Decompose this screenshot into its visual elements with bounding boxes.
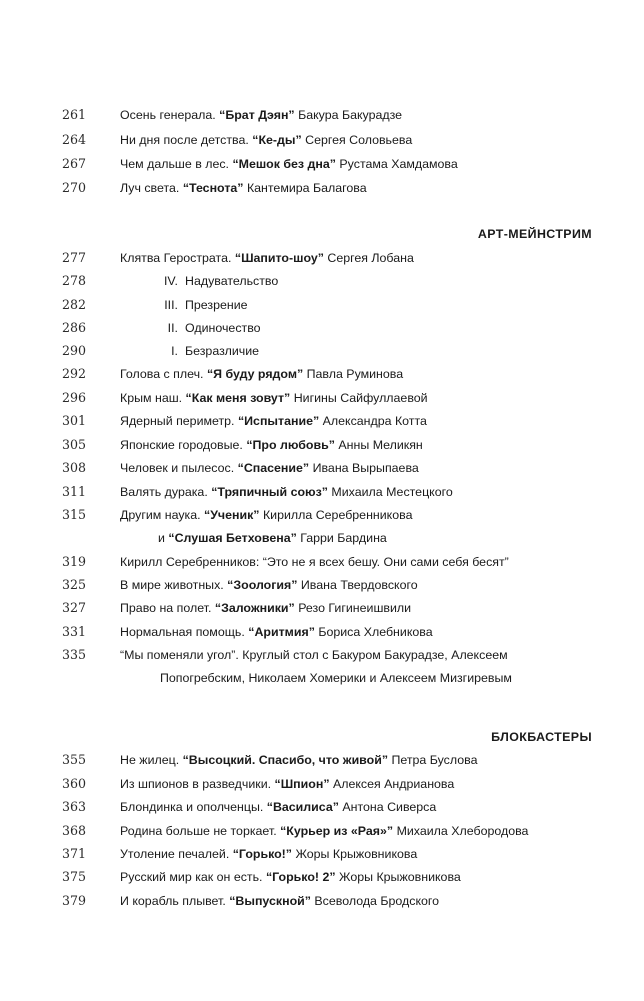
entry-author: Нигины Сайфуллаевой [293,391,428,405]
page-number: 267 [62,156,87,171]
film-title: “Брат Дэян” [219,108,295,122]
entry-text: Кирилл Серебренников: “Это не я всех бешу. Они сами себя бесят” [120,555,509,569]
film-title: “Ке-ды” [252,133,302,147]
film-title: “Шпион” [274,777,330,791]
toc-entry [0,504,644,526]
part-label: Надувательство [185,274,279,288]
page-number: 308 [62,460,87,475]
entry-author: Всеволода Бродского [314,894,440,908]
page-number: 331 [62,624,87,639]
page-number: 371 [62,846,87,861]
film-title: “Заложники” [214,601,295,615]
page-number: 301 [62,413,87,428]
entry-lead: Другим наука. [120,508,201,522]
page-number: 286 [62,320,87,335]
toc-subentry [0,317,644,339]
roman-numeral: I. [171,344,178,358]
toc-entry-continuation [0,667,644,689]
entry-lead: Русский мир как он есть. [120,870,263,884]
entry-author: Алексея Андрианова [332,777,455,791]
page-number: 290 [62,343,87,358]
film-title: “Спасение” [237,461,310,475]
roman-numeral: II. [167,321,178,335]
section-heading-blockbusters: БЛОКБАСТЕРЫ [491,730,592,744]
entry-lead: Блондинка и ополченцы. [120,800,264,814]
roman-numeral: IV. [163,274,178,288]
page-number: 360 [62,776,87,791]
page-number: 368 [62,823,87,838]
entry-lead: Ни дня после детства. [120,133,249,147]
page-number: 282 [62,297,87,312]
film-title: “Курьер из «Рая»” [280,824,394,838]
entry-lead: Чем дальше в лес. [120,157,229,171]
page-number: 305 [62,437,87,452]
toc-entry [0,177,644,199]
page-number: 296 [62,390,87,405]
film-title: “Горько!” [232,847,293,861]
entry-lead: Клятва Герострата. [120,251,232,265]
toc-entry [0,410,644,432]
entry-lead: Луч света. [120,181,180,195]
entry-author: Ивана Вырыпаева [312,461,419,475]
toc-subentry [0,340,644,362]
toc-entry [0,890,644,912]
entry-author: Сергея Соловьева [305,133,413,147]
page-number: 363 [62,799,87,814]
entry-lead: Крым наш. [120,391,183,405]
page-number: 270 [62,180,87,195]
entry-author: Гарри Бардина [300,531,387,545]
page-number: 278 [62,273,87,288]
page-number: 264 [62,132,87,147]
toc-entry [0,820,644,842]
toc-entry [0,597,644,619]
film-title: “Горько! 2” [265,870,336,884]
film-title: “Про любовь” [246,438,335,452]
toc-entry [0,574,644,596]
toc-entry [0,153,644,175]
entry-lead: Валять дурака. [120,485,208,499]
entry-lead: Человек и пылесос. [120,461,235,475]
entry-lead: Из шпионов в разведчики. [120,777,272,791]
section-heading-art-mainstream: АРТ-МЕЙНСТРИМ [477,227,592,241]
toc-entry [0,749,644,771]
entry-author: Бориса Хлебникова [318,625,433,639]
entry-text: Попогребским, Николаем Хомерики и Алексеем Мизгиревым [160,671,512,685]
entry-lead: В мире животных. [120,578,224,592]
entry-author: Ивана Твердовского [300,578,418,592]
page-number: 379 [62,893,87,908]
page-number: 375 [62,869,87,884]
film-title: “Зоология” [227,578,298,592]
entry-author: Бакура Бакурадзе [298,108,403,122]
entry-author: Рустама Хамдамова [339,157,458,171]
page-number: 277 [62,250,87,265]
part-label: Презрение [185,298,248,312]
toc-subentry [0,270,644,292]
entry-text: “Мы поменяли угол”. Круглый стол с Бакуром Бакурадзе, Алексеем [120,648,508,662]
entry-author: Антона Сиверса [342,800,437,814]
entry-lead: Не жилец. [120,753,180,767]
entry-author: Кирилла Серебренникова [262,508,413,522]
entry-author: Михаила Местецкого [331,485,453,499]
film-title: “Шапито-шоу” [234,251,324,265]
entry-lead: Осень генерала. [120,108,216,122]
entry-author: Анны Меликян [338,438,423,452]
entry-lead: Нормальная помощь. [120,625,245,639]
toc-entry [0,866,644,888]
film-title: “Ученик” [204,508,260,522]
page-number: 311 [62,484,87,499]
page-number: 292 [62,366,87,381]
toc-entry [0,796,644,818]
film-title: “Высоцкий. Спасибо, что живой” [182,753,389,767]
toc-entry [0,363,644,385]
entry-lead: Ядерный периметр. [120,414,235,428]
film-title: “Испытание” [237,414,320,428]
toc-entry [0,457,644,479]
toc-entry [0,129,644,151]
entry-author: Петра Буслова [391,753,478,767]
entry-lead: Право на полет. [120,601,212,615]
film-title: “Выпускной” [229,894,311,908]
roman-numeral: III. [164,298,178,312]
toc-entry [0,247,644,269]
entry-lead: И корабль плывет. [120,894,226,908]
entry-lead: и [158,531,165,545]
toc-entry [0,434,644,456]
film-title: “Слушая Бетховена” [168,531,297,545]
toc-entry [0,387,644,409]
page-number: 327 [62,600,87,615]
page-number: 325 [62,577,87,592]
toc-entry [0,621,644,643]
part-label: Одиночество [185,321,261,335]
film-title: “Я буду рядом” [206,367,304,381]
film-title: “Мешок без дна” [232,157,336,171]
film-title: “Теснота” [182,181,244,195]
toc-entry [0,644,644,666]
entry-lead: Голова с плеч. [120,367,204,381]
toc-entry-continuation [0,527,644,549]
entry-author: Александра Котта [322,414,427,428]
page-number: 355 [62,752,87,767]
entry-lead: Утоление печалей. [120,847,230,861]
page-number: 319 [62,554,87,569]
film-title: “Тряпичный союз” [211,485,328,499]
toc-subentry [0,294,644,316]
entry-author: Павла Руминова [306,367,404,381]
film-title: “Аритмия” [248,625,315,639]
part-label: Безразличие [185,344,260,358]
page-number: 335 [62,647,87,662]
entry-lead: Японские городовые. [120,438,243,452]
page-number: 315 [62,507,87,522]
entry-author: Михаила Хлебородова [396,824,529,838]
toc-entry [0,481,644,503]
toc-entry [0,843,644,865]
entry-author: Жоры Крыжовникова [295,847,418,861]
entry-author: Резо Гигинеишвили [298,601,412,615]
film-title: “Как меня зовут” [185,391,291,405]
toc-entry [0,773,644,795]
toc-entry [0,104,644,126]
entry-author: Сергея Лобана [327,251,414,265]
page-number: 261 [62,107,87,122]
entry-author: Кантемира Балагова [246,181,367,195]
toc-entry [0,551,644,573]
film-title: “Василиса” [266,800,339,814]
entry-lead: Родина больше не торкает. [120,824,277,838]
entry-author: Жоры Крыжовникова [339,870,461,884]
